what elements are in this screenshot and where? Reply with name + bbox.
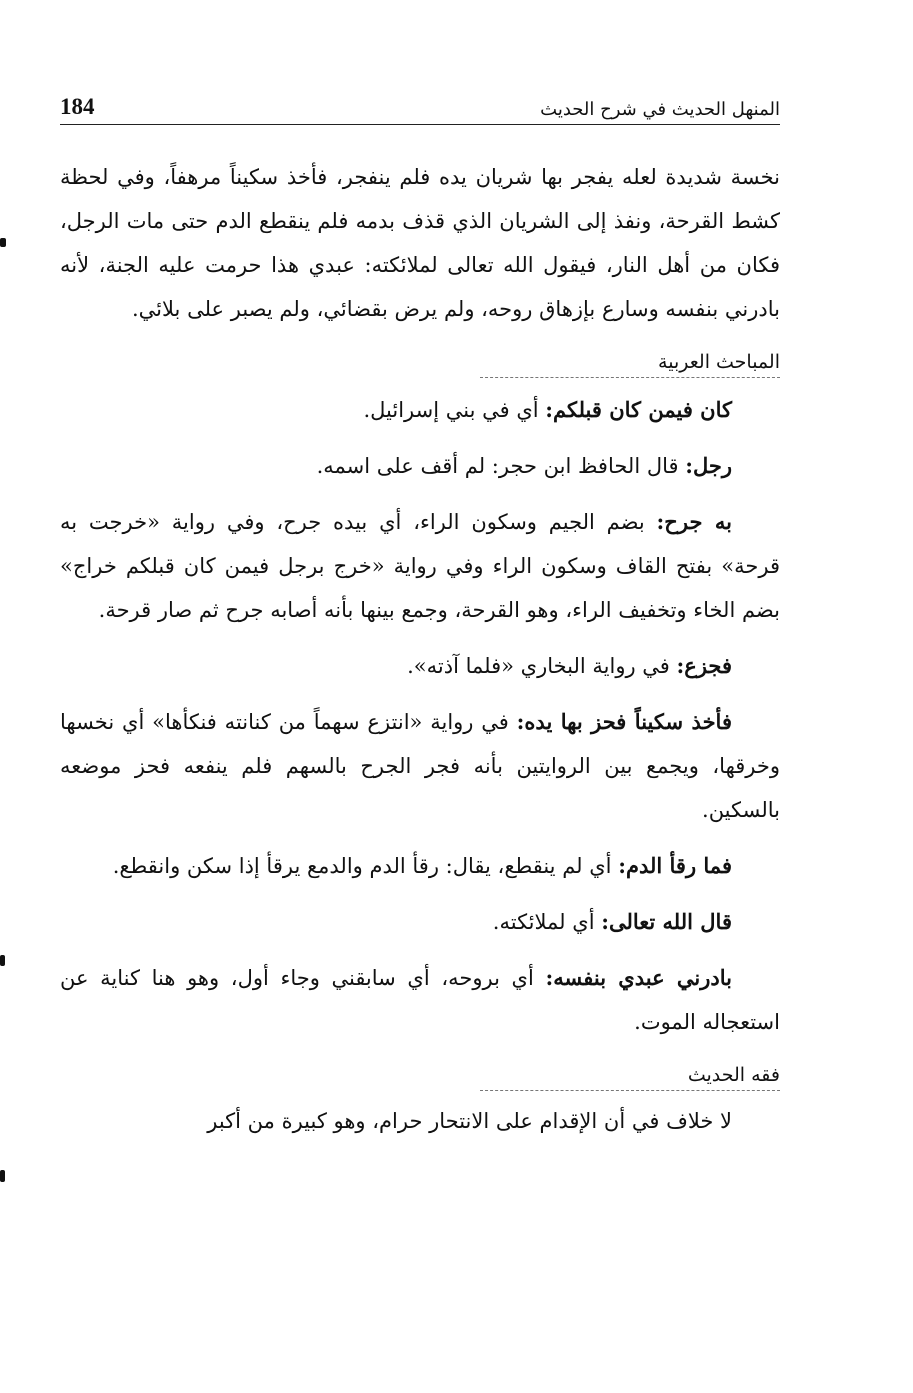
- glossary-entry: [60, 700, 780, 832]
- glossary-definition: أي لملائكته.: [492, 910, 602, 934]
- glossary-entry: [60, 956, 780, 1044]
- section-title-fiqh: فقه الحديث: [480, 1064, 780, 1091]
- entry-list: [60, 388, 780, 1044]
- glossary-definition: أي لم ينقطع، يقال: رقأ الدم والدمع يرقأ إذا سكن وانقطع.: [112, 854, 619, 878]
- glossary-definition: بضم الجيم وسكون الراء، أي بيده جرح، وفي رواية «خرجت به قرحة» بفتح القاف وسكون الراء وفي رواية «خرج برجل فيمن كان قبلكم خراج» بضم الخاء وتخفيف الراء، وهو القرحة، وجمع بينها بأنه أصابه جرح ثم صار قرحة.: [60, 510, 780, 622]
- glossary-definition: في رواية البخاري «فلما آذته».: [407, 654, 677, 678]
- glossary-term: قال الله تعالى:: [601, 909, 732, 934]
- glossary-term: بادرني عبدي بنفسه:: [545, 965, 732, 990]
- book-page: [60, 82, 780, 1143]
- glossary-term: فجزع:: [676, 653, 732, 678]
- glossary-entry: [60, 900, 780, 944]
- fiqh-paragraph: لا خلاف في أن الإقدام على الانتحار حرام، وهو كبيرة من أكبر: [207, 1109, 732, 1133]
- scan-mark: [0, 955, 5, 966]
- glossary-definition: أي بروحه، أي سابقني وجاء أول، وهو هنا كناية عن استعجاله الموت.: [60, 966, 780, 1034]
- running-header: [60, 82, 780, 125]
- glossary-definition: أي في بني إسرائيل.: [363, 398, 546, 422]
- glossary-term: فأخذ سكيناً فحز بها يده:: [516, 709, 732, 734]
- intro-paragraph: نخسة شديدة لعله يفجر بها شريان يده فلم ينفجر، فأخذ سكيناً مرهفاً، وفي لحظة كشط القرحة، ونفذ إلى الشريان الذي قذف بدمه فلم ينقطع الدم حتى مات الرجل، فكان من أهل النار، فيقول الله تعالى لملائكته: عبدي هذا حرمت عليه الجنة، لأنه بادرني بنفسه وسارع بإزهاق روحه، ولم يرض بقضائي، ولم يصبر على بلائي.: [60, 165, 780, 321]
- glossary-entry: [60, 844, 780, 888]
- glossary-term: رجل:: [685, 453, 732, 478]
- section-fiqh: [60, 1064, 780, 1143]
- glossary-definition: قال الحافظ ابن حجر: لم أقف على اسمه.: [316, 454, 686, 478]
- glossary-entry: [60, 500, 780, 632]
- scan-mark: [0, 238, 6, 247]
- page-number: 184: [60, 94, 95, 119]
- book-title: المنهل الحديث في شرح الحديث: [540, 99, 780, 120]
- glossary-definition: في رواية «انتزع سهماً من كنانته فنكأها» أي نخسها وخرقها، ويجمع بين الروايتين بأنه فجر الجرح بالسهم فلم ينفعه فحز موضعه بالسكين.: [60, 710, 780, 822]
- section-title-arabic: المباحث العربية: [480, 351, 780, 378]
- glossary-term: فما رقأ الدم:: [618, 853, 732, 878]
- glossary-entry: [60, 444, 780, 488]
- scan-mark: [0, 1170, 5, 1182]
- glossary-term: به جرح:: [656, 509, 732, 534]
- glossary-entry: [60, 388, 780, 432]
- section-arabic: [60, 351, 780, 1044]
- glossary-entry: [60, 644, 780, 688]
- glossary-term: كان فيمن كان قبلكم:: [545, 397, 732, 422]
